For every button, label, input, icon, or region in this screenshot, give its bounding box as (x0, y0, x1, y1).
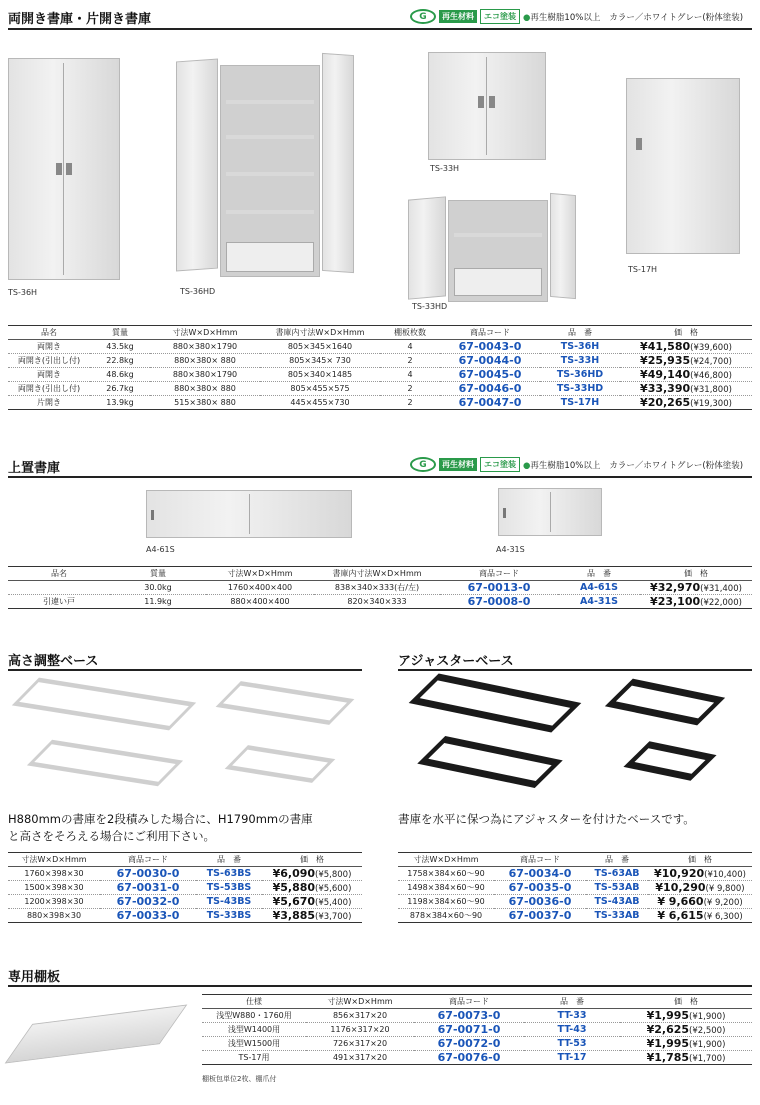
section-title-top-cabinet: 上置書庫 (8, 461, 61, 476)
cabinet-ts33h-image (428, 52, 548, 164)
section-divider (8, 28, 752, 30)
green-mark-icon: G (410, 457, 436, 472)
table-row: 両開き(引出し付) 26.7kg 880×380× 880 805×455×575 2 67-0046-0 TS-33HD ¥33,390(¥31,800) (8, 382, 752, 396)
cabinet-a4-31s-image (498, 488, 606, 540)
table-header: 品名 質量 寸法W×D×Hmm 書庫内寸法W×D×Hmm 商品コード 品 番 価 格 (8, 567, 752, 581)
caption-a4-31s: A4-31S (496, 545, 525, 554)
recycled-tag: 再生材料 (439, 458, 477, 471)
color-text: カラー／ホワイトグレー(粉体塗装) (609, 460, 744, 471)
section-title-double-door: 両開き書庫・片開き書庫 (8, 12, 152, 27)
shelf-board-image (16, 1000, 176, 1072)
table-header: 仕様 寸法W×D×Hmm 商品コード 品 番 価 格 (202, 995, 752, 1009)
caption-ts33hd: TS-33HD (412, 302, 448, 311)
eco-paint-tag: エコ塗装 (480, 457, 520, 472)
eco-badges (410, 457, 743, 472)
caption-ts36h: TS-36H (8, 288, 38, 297)
section-title-height-base: 高さ調整ベース (8, 654, 99, 669)
table-row: 片開き 13.9kg 515×380× 880 445×455×730 2 67-0047-0 TS-17H ¥20,265(¥19,300) (8, 396, 752, 410)
table-row: 1498×384×60～90 67-0035-0 TS-53AB ¥10,290(¥ 9,800) (398, 881, 752, 895)
color-text: カラー／ホワイトグレー(粉体塗装) (609, 12, 744, 23)
section-divider (8, 669, 362, 671)
table-row: 引違い戸 11.9kg 880×400×400 820×340×333 67-0008-0 A4-31S ¥23,100(¥22,000) (8, 595, 752, 609)
adjuster-base-image (400, 680, 750, 795)
table-row: 1500×398×30 67-0031-0 TS-53BS ¥5,880(¥5,600) (8, 881, 362, 895)
table-height-base (8, 852, 362, 923)
cabinet-ts17h-image (626, 78, 746, 258)
caption-ts33h: TS-33H (430, 164, 460, 173)
table-header: 品名 質量 寸法W×D×Hmm 書庫内寸法W×D×Hmm 棚板枚数 商品コード 品 番 価 格 (8, 326, 752, 340)
recycled-tag: 再生材料 (439, 10, 477, 23)
table-row: 30.0kg 1760×400×400 838×340×333(右/左) 67-0013-0 A4-61S ¥32,970(¥31,400) (8, 581, 752, 595)
table-row: 1198×384×60～90 67-0036-0 TS-43AB ¥ 9,660(¥ 9,200) (398, 895, 752, 909)
table-row: 両開き 48.6kg 880×380×1790 805×340×1485 4 67-0045-0 TS-36HD ¥49,140(¥46,800) (8, 368, 752, 382)
recycled-text: ●再生樹脂10%以上 (523, 460, 601, 471)
eco-badges (410, 9, 743, 24)
cabinet-ts36h-image (8, 58, 126, 283)
table-row: 880×398×30 67-0033-0 TS-33BS ¥3,885(¥3,700) (8, 909, 362, 923)
table-double-door (8, 325, 752, 410)
caption-ts36hd: TS-36HD (180, 287, 216, 296)
table-top-cabinet (8, 566, 752, 609)
adjuster-base-description: 書庫を水平に保つ為にアジャスターを付けたベースです。 (398, 812, 695, 826)
caption-a4-61s: A4-61S (146, 545, 175, 554)
table-row: 878×384×60～90 67-0037-0 TS-33AB ¥ 6,615(¥ 6,300) (398, 909, 752, 923)
table-header: 寸法W×D×Hmm 商品コード 品 番 価 格 (8, 853, 362, 867)
section-divider (8, 476, 752, 478)
table-row: 両開き 43.5kg 880×380×1790 805×345×1640 4 67-0043-0 TS-36H ¥41,580(¥39,600) (8, 340, 752, 354)
table-header: 寸法W×D×Hmm 商品コード 品 番 価 格 (398, 853, 752, 867)
eco-paint-tag: エコ塗装 (480, 9, 520, 24)
shelf-board-note: 棚板包単位2枚、棚爪付 (202, 1075, 277, 1083)
section-title-shelf-board: 専用棚板 (8, 970, 61, 985)
table-adjuster-base (398, 852, 752, 923)
section-title-adjuster-base: アジャスターベース (398, 654, 514, 669)
table-row: 1758×384×60～90 67-0034-0 TS-63AB ¥10,920(¥10,400) (398, 867, 752, 881)
caption-ts17h: TS-17H (628, 265, 658, 274)
table-row: 1200×398×30 67-0032-0 TS-43BS ¥5,670(¥5,400) (8, 895, 362, 909)
section-divider (8, 985, 752, 987)
cabinet-ts36hd-image (176, 50, 356, 282)
table-row: 両開き(引出し付) 22.8kg 880×380× 880 805×345× 730 2 67-0044-0 TS-33H ¥25,935(¥24,700) (8, 354, 752, 368)
table-row: 浅型W880・1760用 856×317×20 67-0073-0 TT-33 ¥1,995(¥1,900) (202, 1009, 752, 1023)
cabinet-a4-61s-image (146, 490, 356, 542)
table-shelf-board (202, 994, 752, 1065)
height-base-image (10, 680, 360, 795)
table-row: TS-17用 491×317×20 67-0076-0 TT-17 ¥1,785(¥1,700) (202, 1051, 752, 1065)
green-mark-icon: G (410, 9, 436, 24)
table-row: 浅型W1400用 1176×317×20 67-0071-0 TT-43 ¥2,625(¥2,500) (202, 1023, 752, 1037)
recycled-text: ●再生樹脂10%以上 (523, 12, 601, 23)
cabinet-ts33hd-image (408, 188, 578, 306)
section-divider (398, 669, 752, 671)
height-base-description: H880mmの書庫を2段積みした場合に、H1790mmの書庫 と高さをそろえる場合にご利用下さい。 (8, 812, 313, 843)
table-row: 浅型W1500用 726×317×20 67-0072-0 TT-53 ¥1,995(¥1,900) (202, 1037, 752, 1051)
table-row: 1760×398×30 67-0030-0 TS-63BS ¥6,090(¥5,800) (8, 867, 362, 881)
